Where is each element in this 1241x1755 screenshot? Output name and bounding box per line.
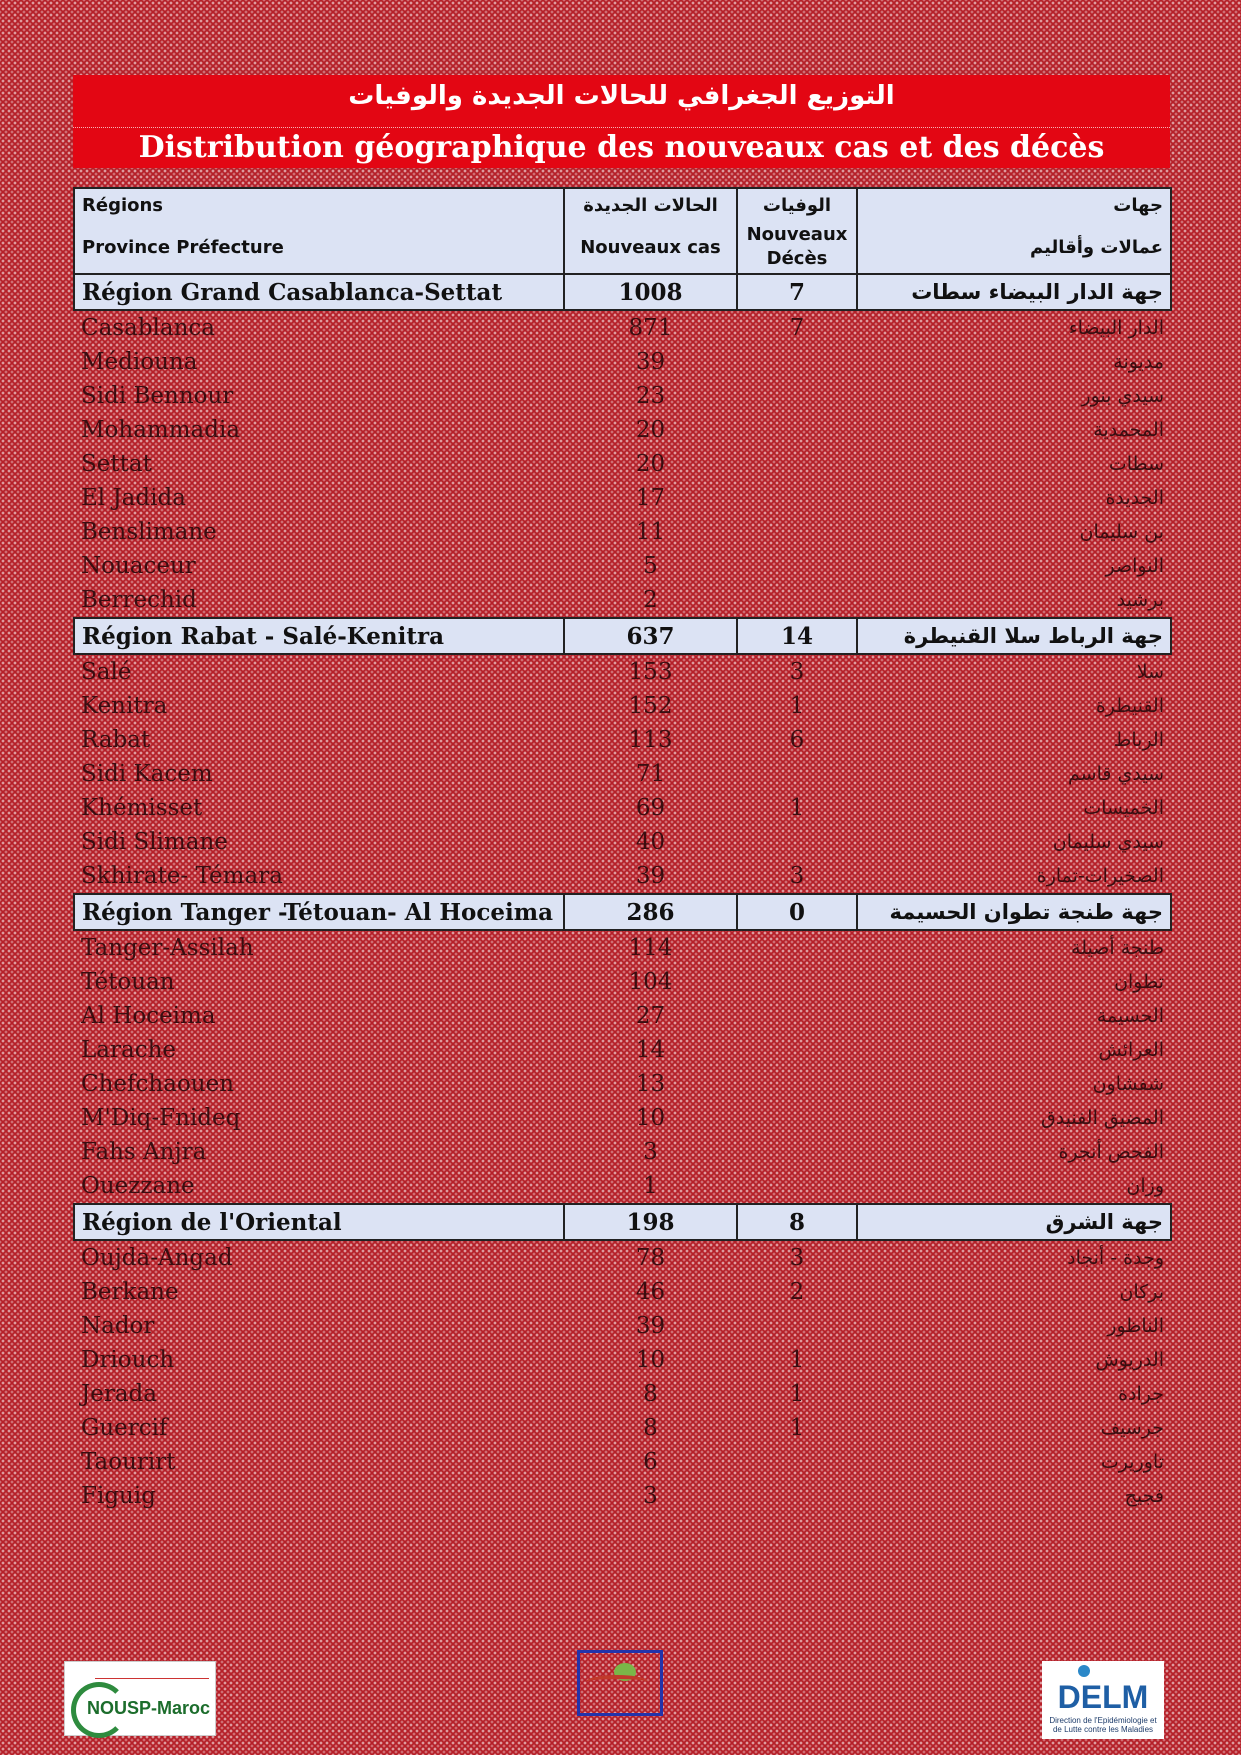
title-arabic: التوزيع الجغرافي للحالات الجديدة والوفيات bbox=[348, 81, 895, 111]
header-deaths-fr: Nouveaux Décès bbox=[737, 221, 857, 274]
province-name-ar: الخميسات bbox=[1083, 797, 1164, 819]
province-row bbox=[74, 345, 1171, 379]
province-deaths: 6 bbox=[789, 727, 805, 753]
province-cases: 14 bbox=[635, 1037, 666, 1063]
province-name-fr: Figuig bbox=[81, 1483, 156, 1509]
province-cases: 40 bbox=[635, 829, 666, 855]
province-row bbox=[74, 1169, 1171, 1204]
province-deaths bbox=[737, 1067, 857, 1101]
region-cases: 198 bbox=[564, 1204, 737, 1240]
province-row bbox=[74, 1101, 1171, 1135]
province-deaths bbox=[737, 1445, 857, 1479]
province-row bbox=[74, 1445, 1171, 1479]
province-cases: 6 bbox=[643, 1449, 658, 1475]
province-deaths: 1 bbox=[789, 795, 805, 821]
province-name-ar: بن سليمان bbox=[1079, 521, 1164, 543]
ministry-emblem bbox=[577, 1650, 663, 1716]
province-cases: 114 bbox=[628, 935, 673, 961]
title-divider bbox=[73, 127, 1170, 128]
province-name-fr: M'Diq-Fnideq bbox=[81, 1105, 241, 1131]
province-row bbox=[74, 723, 1171, 757]
province-cases: 39 bbox=[635, 863, 666, 889]
province-name-ar: سيدي قاسم bbox=[1068, 763, 1164, 785]
header-deaths-ar: الوفيات bbox=[737, 188, 857, 221]
province-name-fr: Chefchaouen bbox=[81, 1071, 235, 1097]
region-row bbox=[74, 274, 1171, 310]
province-deaths bbox=[737, 379, 857, 413]
province-name-ar: تاوريرت bbox=[1100, 1451, 1164, 1473]
province-cases: 5 bbox=[643, 553, 658, 579]
province-name-fr: Benslimane bbox=[81, 519, 217, 545]
province-cases: 17 bbox=[635, 485, 666, 511]
header-province-fr: Province Préfecture bbox=[74, 221, 564, 274]
province-row bbox=[74, 1479, 1171, 1513]
province-name-fr: Berkane bbox=[81, 1279, 179, 1305]
province-name-ar: النواصر bbox=[1105, 555, 1164, 577]
title-band bbox=[73, 75, 1170, 168]
province-name-ar: الناظور bbox=[1107, 1315, 1164, 1337]
province-name-ar: المحمدية bbox=[1093, 419, 1164, 441]
header-row-1 bbox=[74, 188, 1171, 221]
province-name-fr: Fahs Anjra bbox=[81, 1139, 207, 1165]
distribution-table bbox=[73, 187, 1172, 1513]
province-deaths: 3 bbox=[789, 659, 805, 685]
province-name-ar: بركان bbox=[1119, 1281, 1164, 1303]
province-deaths bbox=[737, 1309, 857, 1343]
province-row bbox=[74, 1067, 1171, 1101]
province-deaths: 1 bbox=[789, 693, 805, 719]
province-cases: 20 bbox=[635, 417, 666, 443]
region-cases: 637 bbox=[564, 618, 737, 654]
region-row bbox=[74, 1204, 1171, 1240]
province-cases: 10 bbox=[635, 1347, 666, 1373]
province-deaths bbox=[737, 1101, 857, 1135]
province-name-ar: جرادة bbox=[1118, 1383, 1164, 1405]
delm-logo bbox=[1042, 1661, 1164, 1739]
nousp-logo-text: NOUSP-Maroc bbox=[87, 1698, 211, 1718]
province-name-fr: Berrechid bbox=[81, 587, 197, 613]
province-deaths bbox=[737, 825, 857, 859]
province-name-fr: Médiouna bbox=[81, 349, 198, 375]
province-row bbox=[74, 1240, 1171, 1275]
nousp-logo-header-line bbox=[95, 1666, 209, 1679]
document-sheet bbox=[73, 75, 1170, 1509]
province-deaths: 1 bbox=[789, 1381, 805, 1407]
province-cases: 113 bbox=[628, 727, 673, 753]
region-row bbox=[74, 618, 1171, 654]
province-name-ar: المضيق الفنيدق bbox=[1040, 1107, 1164, 1129]
province-deaths bbox=[737, 413, 857, 447]
province-row bbox=[74, 447, 1171, 481]
province-row bbox=[74, 413, 1171, 447]
province-name-ar: طنجة أصيلة bbox=[1071, 937, 1164, 959]
province-cases: 39 bbox=[635, 349, 666, 375]
province-name-ar: الصخيرات-تمارة bbox=[1036, 865, 1164, 887]
province-name-ar: الرباط bbox=[1113, 729, 1164, 751]
region-name-ar: جهة طنجة تطوان الحسيمة bbox=[857, 894, 1171, 930]
province-cases: 8 bbox=[643, 1415, 658, 1441]
header-row-2 bbox=[74, 221, 1171, 274]
province-deaths bbox=[737, 1169, 857, 1204]
region-deaths: 8 bbox=[737, 1204, 857, 1240]
province-deaths: 3 bbox=[789, 863, 805, 889]
province-name-fr: Salé bbox=[81, 659, 132, 685]
province-name-fr: Al Hoceima bbox=[81, 1003, 216, 1029]
province-cases: 13 bbox=[635, 1071, 666, 1097]
province-row bbox=[74, 310, 1171, 345]
province-name-fr: El Jadida bbox=[81, 485, 186, 511]
province-name-ar: القنيطرة bbox=[1095, 695, 1164, 717]
province-row bbox=[74, 379, 1171, 413]
province-name-fr: Rabat bbox=[81, 727, 151, 753]
province-name-ar: فجيج bbox=[1124, 1485, 1164, 1507]
province-name-ar: الدريوش bbox=[1095, 1349, 1164, 1371]
province-row bbox=[74, 549, 1171, 583]
province-name-fr: Ouezzane bbox=[81, 1173, 195, 1199]
province-row bbox=[74, 515, 1171, 549]
province-deaths bbox=[737, 965, 857, 999]
province-cases: 1 bbox=[643, 1173, 658, 1199]
header-province-ar: عمالات وأقاليم bbox=[857, 221, 1171, 274]
province-row bbox=[74, 1135, 1171, 1169]
province-row bbox=[74, 654, 1171, 689]
nousp-logo bbox=[64, 1661, 216, 1736]
region-cases: 286 bbox=[564, 894, 737, 930]
province-name-fr: Skhirate- Témara bbox=[81, 863, 283, 889]
region-name-ar: جهة الشرق bbox=[857, 1204, 1171, 1240]
province-cases: 3 bbox=[643, 1139, 658, 1165]
province-deaths bbox=[737, 999, 857, 1033]
province-name-ar: برشيد bbox=[1116, 589, 1164, 611]
province-cases: 27 bbox=[635, 1003, 666, 1029]
province-cases: 871 bbox=[628, 315, 673, 341]
region-deaths: 7 bbox=[737, 274, 857, 310]
province-deaths bbox=[737, 481, 857, 515]
province-name-ar: الفحص أنجرة bbox=[1058, 1141, 1164, 1163]
province-name-ar: سلا bbox=[1136, 661, 1164, 683]
province-deaths: 2 bbox=[789, 1279, 805, 1305]
province-name-ar: الدار البيضاء bbox=[1068, 317, 1164, 339]
province-deaths bbox=[737, 1135, 857, 1169]
province-name-fr: Sidi Bennour bbox=[81, 383, 234, 409]
province-name-ar: الحسيمة bbox=[1096, 1005, 1164, 1027]
province-deaths bbox=[737, 583, 857, 618]
province-name-ar: العرائش bbox=[1098, 1039, 1164, 1061]
province-cases: 11 bbox=[635, 519, 666, 545]
province-name-fr: Larache bbox=[81, 1037, 176, 1063]
province-name-ar: سطات bbox=[1108, 453, 1164, 475]
emblem-wave-icon bbox=[586, 1675, 648, 1689]
province-cases: 71 bbox=[635, 761, 666, 787]
province-cases: 8 bbox=[643, 1381, 658, 1407]
province-deaths bbox=[737, 1033, 857, 1067]
province-row bbox=[74, 1275, 1171, 1309]
province-deaths bbox=[737, 1479, 857, 1513]
province-cases: 39 bbox=[635, 1313, 666, 1339]
province-name-fr: Nador bbox=[81, 1313, 155, 1339]
province-name-ar: وزان bbox=[1126, 1175, 1164, 1197]
province-name-fr: Sidi Slimane bbox=[81, 829, 228, 855]
province-deaths bbox=[737, 515, 857, 549]
province-name-fr: Tétouan bbox=[81, 969, 175, 995]
province-name-fr: Jerada bbox=[81, 1381, 157, 1407]
footer bbox=[0, 1645, 1241, 1745]
province-name-fr: Sidi Kacem bbox=[81, 761, 213, 787]
province-row bbox=[74, 1377, 1171, 1411]
province-name-fr: Taourirt bbox=[81, 1449, 176, 1475]
province-cases: 104 bbox=[628, 969, 673, 995]
province-cases: 78 bbox=[635, 1245, 666, 1271]
province-row bbox=[74, 965, 1171, 999]
province-deaths bbox=[737, 447, 857, 481]
province-row bbox=[74, 1309, 1171, 1343]
region-name-fr: Région Tanger -Tétouan- Al Hoceima bbox=[74, 894, 564, 930]
header-new-cases-fr: Nouveaux cas bbox=[564, 221, 737, 274]
header-regions-fr: Régions bbox=[74, 188, 564, 221]
delm-logo-text: DELM bbox=[1057, 1679, 1149, 1715]
province-deaths bbox=[737, 345, 857, 379]
province-row bbox=[74, 583, 1171, 618]
region-name-ar: جهة الرباط سلا القنيطرة bbox=[857, 618, 1171, 654]
province-name-ar: الجديدة bbox=[1105, 487, 1164, 509]
province-deaths bbox=[737, 757, 857, 791]
province-row bbox=[74, 481, 1171, 515]
region-name-fr: Région Rabat - Salé-Kenitra bbox=[74, 618, 564, 654]
province-cases: 23 bbox=[635, 383, 666, 409]
province-row bbox=[74, 1411, 1171, 1445]
province-name-ar: تطوان bbox=[1114, 971, 1164, 993]
province-name-ar: سيدي بنور bbox=[1081, 385, 1164, 407]
province-name-ar: شفشاون bbox=[1092, 1073, 1164, 1095]
province-cases: 3 bbox=[643, 1483, 658, 1509]
province-deaths: 7 bbox=[789, 315, 805, 341]
province-deaths bbox=[737, 549, 857, 583]
province-cases: 20 bbox=[635, 451, 666, 477]
region-row bbox=[74, 894, 1171, 930]
province-name-fr: Khémisset bbox=[81, 795, 203, 821]
province-name-ar: وجدة - أنجاد bbox=[1067, 1247, 1164, 1269]
province-deaths: 1 bbox=[789, 1415, 805, 1441]
province-cases: 10 bbox=[635, 1105, 666, 1131]
region-deaths: 14 bbox=[737, 618, 857, 654]
province-name-fr: Casablanca bbox=[81, 315, 216, 341]
province-name-fr: Tanger-Assilah bbox=[81, 935, 254, 961]
province-name-fr: Nouaceur bbox=[81, 553, 196, 579]
province-name-fr: Kenitra bbox=[81, 693, 168, 719]
region-cases: 1008 bbox=[564, 274, 737, 310]
province-cases: 2 bbox=[643, 587, 658, 613]
province-row bbox=[74, 689, 1171, 723]
province-cases: 152 bbox=[628, 693, 673, 719]
province-name-ar: جرسيف bbox=[1100, 1417, 1164, 1439]
province-name-ar: سيدي سليمان bbox=[1052, 831, 1164, 853]
province-deaths: 1 bbox=[789, 1347, 805, 1373]
province-name-ar: مديونة bbox=[1113, 351, 1164, 373]
region-name-fr: Région de l'Oriental bbox=[74, 1204, 564, 1240]
province-cases: 69 bbox=[635, 795, 666, 821]
province-cases: 46 bbox=[635, 1279, 666, 1305]
header-new-cases-ar: الحالات الجديدة bbox=[564, 188, 737, 221]
province-row bbox=[74, 1033, 1171, 1067]
province-row bbox=[74, 825, 1171, 859]
region-name-ar: جهة الدار البيضاء سطات bbox=[857, 274, 1171, 310]
province-row bbox=[74, 1343, 1171, 1377]
province-row bbox=[74, 999, 1171, 1033]
region-deaths: 0 bbox=[737, 894, 857, 930]
province-deaths: 3 bbox=[789, 1245, 805, 1271]
title-french: Distribution géographique des nouveaux cas et des décès bbox=[138, 130, 1105, 165]
province-name-fr: Mohammadia bbox=[81, 417, 241, 443]
province-row bbox=[74, 859, 1171, 894]
province-name-fr: Driouch bbox=[81, 1347, 175, 1373]
province-name-fr: Oujda-Angad bbox=[81, 1245, 233, 1271]
province-name-fr: Guercif bbox=[81, 1415, 168, 1441]
province-cases: 153 bbox=[628, 659, 673, 685]
province-row bbox=[74, 757, 1171, 791]
header-regions-ar: جهات bbox=[857, 188, 1171, 221]
province-row bbox=[74, 930, 1171, 965]
province-deaths bbox=[737, 930, 857, 965]
delm-figure-icon bbox=[1078, 1665, 1090, 1677]
province-row bbox=[74, 791, 1171, 825]
delm-logo-subtitle: Direction de l'Epidémiologie et de Lutte contre les Maladies bbox=[1049, 1716, 1157, 1734]
province-name-fr: Settat bbox=[81, 451, 152, 477]
region-name-fr: Région Grand Casablanca-Settat bbox=[74, 274, 564, 310]
